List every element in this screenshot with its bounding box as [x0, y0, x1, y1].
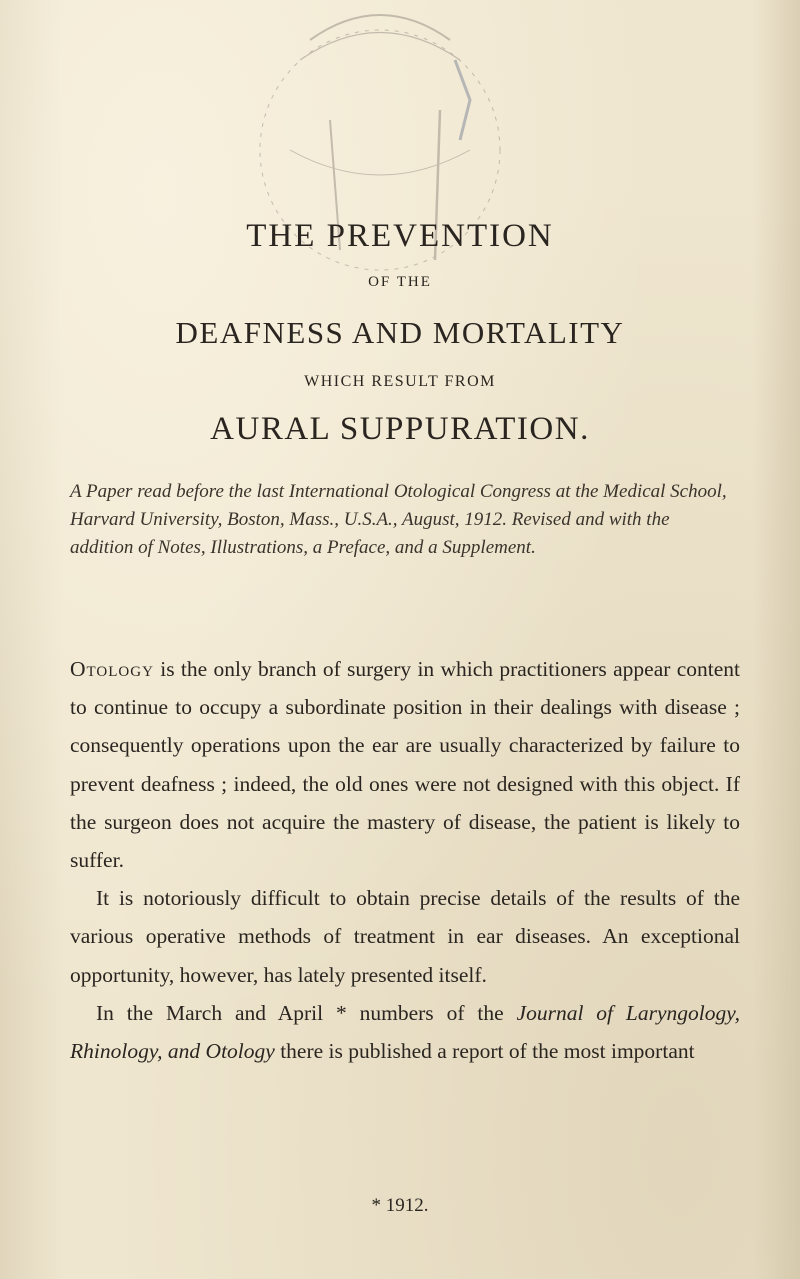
body-text: [70, 650, 740, 1070]
title-line-4: WHICH RESULT FROM: [304, 373, 496, 390]
subtitle-note: A Paper read before the last International Otological Congress at the Medical School, Harvard University, Boston, Mass., U.S.A., August, 1912. Revised and with the addition of Notes, Illustrations, a Preface, and a Supplement.: [70, 481, 727, 558]
library-stamp-watermark: [190, 0, 570, 300]
journal-title: Journal of Laryngology, Rhinology, and Otology: [70, 1000, 740, 1064]
title-line-1: THE PREVENTION: [246, 218, 554, 254]
paragraph-2: It is notoriously difficult to obtain precise details of the results of the various operative methods of treatment in ear diseases. An exceptional opportunity, however, has lately presented itself.: [70, 886, 740, 987]
paragraph-1: [70, 650, 740, 879]
title-line-5: AURAL SUPPURATION.: [210, 411, 590, 447]
footnote: * 1912.: [371, 1195, 429, 1216]
title-line-2: OF THE: [368, 274, 432, 290]
paragraph-3: [70, 994, 740, 1070]
paragraph-3-b: there is published a report of the most important: [274, 1039, 695, 1064]
paragraph-1-lead: Otology: [70, 657, 154, 681]
paragraph-3-a: In the March and April * numbers of the: [96, 1000, 517, 1025]
paragraph-1-rest: is the only branch of surgery in which practitioners appear content to continue to occupy a subordinate position in their dealings with disease ; consequently operations upon the ear are usually characterized by failure to prevent deafness ; indeed, the old ones were not designed with this object. If the surgeon does not acquire the mastery of disease, the patient is likely to suffer.: [70, 657, 740, 873]
title-line-3: DEAFNESS AND MORTALITY: [175, 315, 625, 350]
